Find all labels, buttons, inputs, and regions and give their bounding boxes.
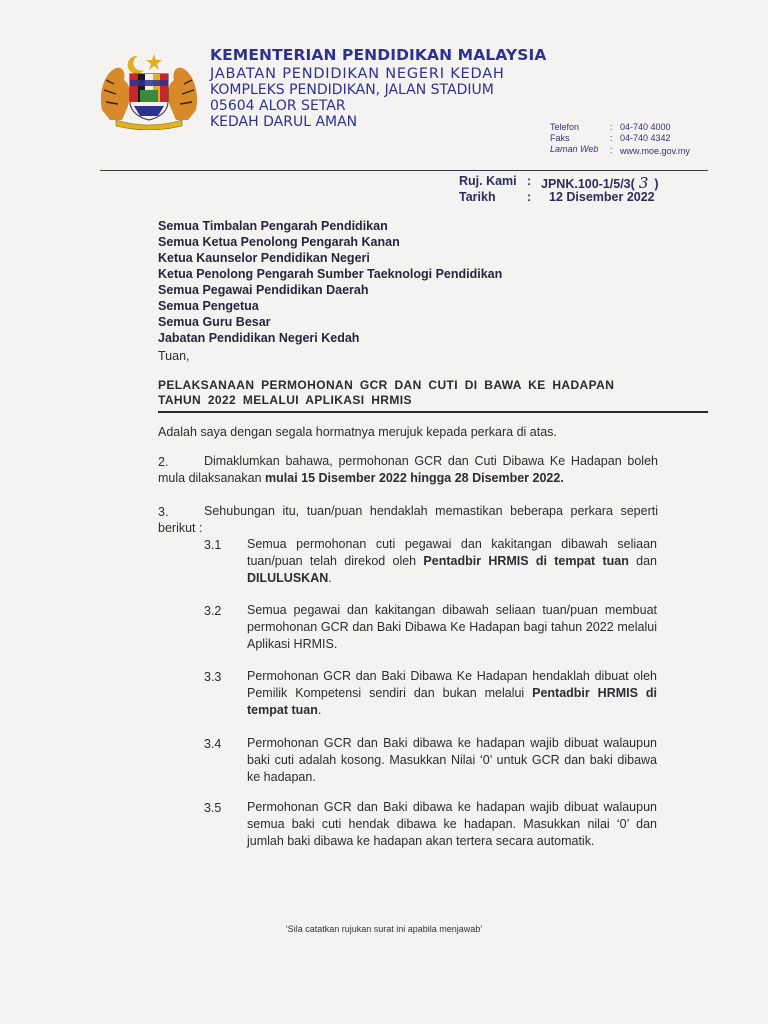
recipient-line: Ketua Penolong Pengarah Sumber Taeknologi Pendidikan bbox=[158, 267, 503, 281]
item-text: . bbox=[328, 571, 332, 585]
ruj-handwritten-number: 3 bbox=[638, 174, 649, 192]
ruj-kami-number: JPNK.100-1/5/3( bbox=[541, 177, 635, 191]
item-3-1 bbox=[247, 536, 657, 587]
recipient-line: Semua Timbalan Pengarah Pendidikan bbox=[158, 219, 388, 233]
item-3-4: Permohonan GCR dan Baki dibawa ke hadapan wajib dibuat walaupun baki cuti adalah kosong. Masukkan Nilai ‘0’ untuk GCR dan baki dibawa ke hadapan. bbox=[247, 736, 657, 784]
recipient-line: Semua Pegawai Pendidikan Daerah bbox=[158, 283, 369, 297]
colon: : bbox=[610, 133, 613, 143]
coat-of-arms-icon bbox=[96, 50, 202, 130]
item-text: Semua permohonan cuti pegawai dan kakitangan dibawah seliaan tuan/puan telah direkod oleh bbox=[247, 537, 657, 568]
telefon-value: 04-740 4000 bbox=[620, 122, 671, 132]
paragraph-2-text: Dimaklumkan bahawa, permohonan GCR dan Cuti Dibawa Ke Hadapan boleh mula dilaksanakan bbox=[158, 454, 658, 485]
laman-web-value[interactable]: www.moe.gov.my bbox=[620, 146, 690, 156]
recipient-line: Semua Guru Besar bbox=[158, 315, 271, 329]
recipient-line: Semua Pengetua bbox=[158, 299, 259, 313]
address-line-1: KOMPLEKS PENDIDIKAN, JALAN STADIUM bbox=[210, 82, 494, 98]
recipient-line: Jabatan Pendidikan Negeri Kedah bbox=[158, 331, 360, 345]
address-line-3: KEDAH DARUL AMAN bbox=[210, 114, 358, 130]
item-number: 3.3 bbox=[204, 670, 222, 684]
item-3-2: Semua pegawai dan kakitangan dibawah seliaan tuan/puan membuat permohonan GCR dan Baki Dibawa Ke Hadapan bagi tahun 2022 melalui Aplikasi HRMIS. bbox=[247, 603, 657, 651]
colon: : bbox=[527, 190, 532, 204]
recipient-line: Ketua Kaunselor Pendidikan Negeri bbox=[158, 251, 370, 265]
item-text: Permohonan GCR dan Baki Dibawa Ke Hadapan hendaklah dibuat oleh Pemilik Kompetensi sendiri dan bukan melalui bbox=[247, 669, 657, 700]
header-divider bbox=[100, 170, 708, 171]
paragraph-2 bbox=[158, 453, 658, 487]
ruj-kami-label: Ruj. Kami bbox=[459, 174, 517, 188]
recipient-line: Semua Ketua Penolong Pengarah Kanan bbox=[158, 235, 400, 249]
item-3-5: Permohonan GCR dan Baki dibawa ke hadapan wajib dibuat walaupun semua baki cuti hendak dibawa ke hadapan. Masukkan nilai ‘0’ dan jumlah baki dibawa ke hadapan akan tertera secara automatik. bbox=[247, 800, 657, 848]
item-bold-text: Pentadbir HRMIS di tempat tuan bbox=[423, 554, 629, 568]
address-line-2: 05604 ALOR SETAR bbox=[210, 98, 346, 114]
faks-value: 04-740 4342 bbox=[620, 133, 671, 143]
faks-label: Faks bbox=[550, 133, 570, 143]
item-number: 3.2 bbox=[204, 604, 222, 618]
salutation: Tuan, bbox=[158, 349, 190, 363]
paragraph-3-number: 3. bbox=[158, 505, 169, 519]
subject-heading: PELAKSANAAN PERMOHONAN GCR DAN CUTI DI BAWA KE HADAPAN TAHUN 2022 MELALUI APLIKASI HRMIS bbox=[158, 378, 615, 407]
paragraph-2-dates: mulai 15 Disember 2022 hingga 28 Disember 2022. bbox=[265, 471, 564, 485]
item-number: 3.5 bbox=[204, 801, 222, 815]
ruj-close: ) bbox=[654, 177, 659, 191]
paragraph-3: Sehubungan itu, tuan/puan hendaklah memastikan beberapa perkara seperti berikut : bbox=[158, 504, 658, 535]
colon: : bbox=[610, 145, 613, 155]
item-number: 3.4 bbox=[204, 737, 222, 751]
item-bold-text: DILULUSKAN bbox=[247, 571, 329, 585]
tarikh-value: 12 Disember 2022 bbox=[549, 190, 655, 204]
item-bold-text: Pentadbir HRMIS di tempat tuan bbox=[247, 686, 657, 717]
colon: : bbox=[610, 122, 613, 132]
subject-underline bbox=[158, 411, 708, 413]
ministry-name: KEMENTERIAN PENDIDIKAN MALAYSIA bbox=[210, 46, 547, 64]
item-text: dan bbox=[636, 554, 657, 568]
paragraph-2-number: 2. bbox=[158, 455, 169, 469]
department-name: JABATAN PENDIDIKAN NEGERI KEDAH bbox=[210, 66, 505, 82]
tarikh-label: Tarikh bbox=[459, 190, 496, 204]
item-number: 3.1 bbox=[204, 538, 222, 552]
laman-web-label: Laman Web bbox=[550, 144, 599, 154]
colon: : bbox=[527, 174, 532, 188]
item-text: . bbox=[317, 703, 322, 717]
footer-note: ‘Sila catatkan rujukan surat ini apabila menjawab’ bbox=[285, 924, 483, 934]
item-3-3 bbox=[247, 668, 657, 719]
paragraph-1: Adalah saya dengan segala hormatnya merujuk kepada perkara di atas. bbox=[158, 425, 557, 439]
telefon-label: Telefon bbox=[550, 122, 580, 132]
